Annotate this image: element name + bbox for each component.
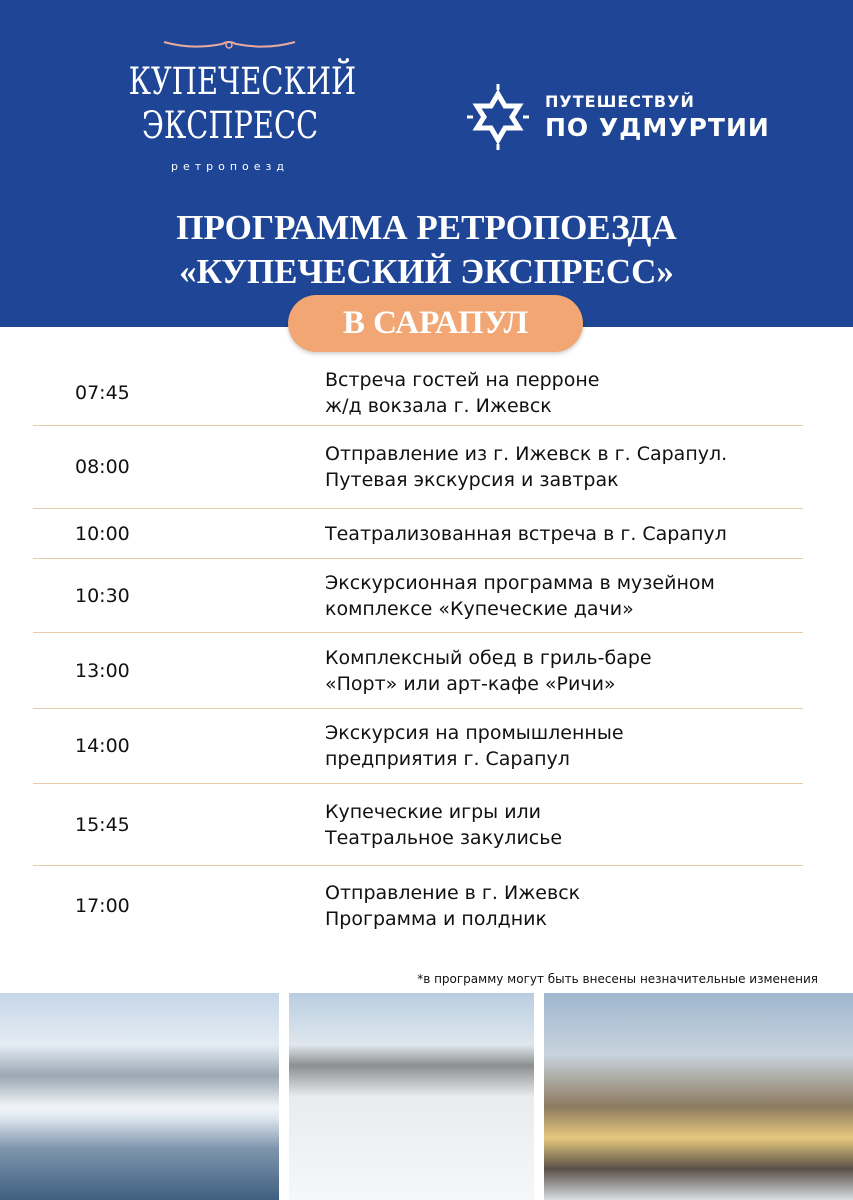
schedule-time: 08:00 [75, 456, 130, 478]
schedule-time: 10:30 [75, 584, 130, 607]
description-line1: Комплексный обед в гриль-баре [325, 646, 652, 669]
photo-merchant-mansion [544, 993, 853, 1200]
partner-line2: ПО УДМУРТИИ [545, 113, 770, 142]
header-banner [0, 0, 853, 327]
brand-subtitle: ретропоезд [170, 160, 289, 173]
partner-logo-text [545, 92, 770, 142]
schedule-time: 17:00 [75, 895, 130, 917]
brand-line2: ЭКСПРЕСС [141, 104, 319, 147]
schedule-row [33, 360, 803, 426]
schedule-row [33, 784, 803, 866]
description-line2: предприятия г. Сарапул [325, 748, 570, 770]
schedule-description [325, 570, 803, 622]
title-line2: «КУПЕЧЕСКИЙ ЭКСПРЕСС» [179, 252, 674, 291]
schedule-description [325, 367, 803, 419]
description-line1: Экскурсия на промышленные [325, 722, 624, 744]
schedule-description [325, 720, 803, 772]
schedule-row [33, 426, 803, 509]
photo-horse-sleigh [289, 993, 534, 1200]
schedule-row [33, 633, 803, 709]
schedule-description [325, 799, 803, 851]
photo-sarapul-winter-town [0, 993, 279, 1200]
title-line1: ПРОГРАММА РЕТРОПОЕЗДА [176, 208, 677, 247]
schedule-row [33, 559, 803, 633]
schedule-description [325, 441, 803, 493]
udmurtia-star-icon [465, 84, 531, 150]
destination-badge: В САРАПУЛ [288, 295, 583, 352]
schedule-row [33, 866, 803, 946]
brand-logo [128, 60, 357, 148]
schedule-description [325, 880, 803, 932]
schedule-description [325, 521, 803, 547]
schedule-row [33, 709, 803, 784]
description-line1: Экскурсионная программа в музейном [325, 571, 715, 594]
ornament-icon [162, 38, 297, 50]
description-line1: Театрализованная встреча в г. Сарапул [325, 522, 727, 545]
description-line2: Театральное закулисье [325, 826, 563, 849]
description-line2: ж/д вокзала г. Ижевск [325, 394, 552, 417]
partner-line1: ПУТЕШЕСТВУЙ [545, 92, 695, 111]
description-line1: Купеческие игры или [325, 800, 542, 823]
description-line1: Отправление в г. Ижевск [325, 882, 581, 904]
program-title [0, 206, 853, 294]
schedule-table [33, 360, 803, 946]
description-line2: Путевая экскурсия и завтрак [325, 469, 619, 491]
schedule-time: 10:00 [75, 522, 130, 545]
schedule-description [325, 645, 803, 697]
schedule-time: 15:45 [75, 813, 130, 836]
description-line1: Встреча гостей на перроне [325, 368, 600, 391]
description-line2: комплексе «Купеческие дачи» [325, 597, 634, 620]
description-line1: Отправление из г. Ижевск в г. Сарапул. [325, 443, 728, 465]
brand-line1: КУПЕЧЕСКИЙ [128, 60, 357, 103]
schedule-time: 14:00 [75, 735, 130, 757]
description-line2: «Порт» или арт-кафе «Ричи» [325, 672, 616, 695]
schedule-row [33, 509, 803, 559]
schedule-time: 13:00 [75, 659, 130, 682]
schedule-time: 07:45 [75, 381, 130, 404]
disclaimer-note: *в программу могут быть внесены незначительные изменения [417, 972, 818, 986]
description-line2: Программа и полдник [325, 908, 547, 930]
